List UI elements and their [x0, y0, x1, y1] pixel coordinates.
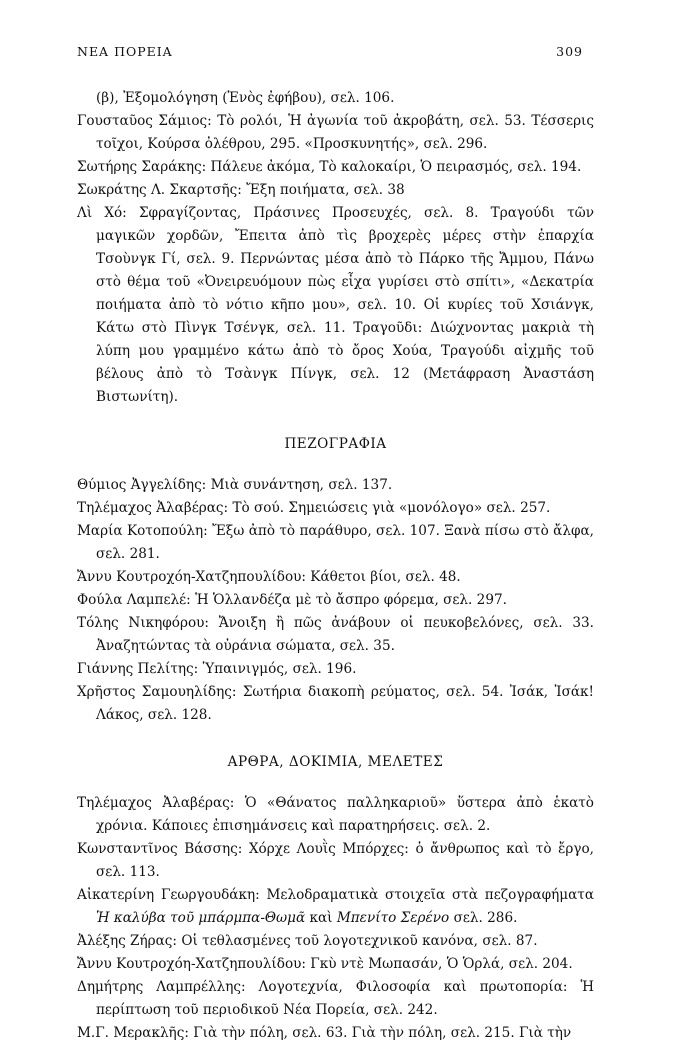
- poetry-entry: Γουσταῦος Σάμιος: Τὸ ρολόι, Ἡ ἀγωνία τοῦ ἀκροβάτη, σελ. 53. Τέσσερις τοῖχοι, Κούρσα ὀλέθρου, 295. «Προσκυνητής», σελ. 296.: [77, 113, 594, 152]
- poetry-entry: Σωτήρης Σαράκης: Πάλευε ἀκόμα, Τὸ καλοκαίρι, Ὁ πειρασμός, σελ. 194.: [77, 159, 582, 175]
- prose-entry: Θύμιος Ἀγγελίδης: Μιὰ συνάντηση, σελ. 137.: [77, 477, 393, 493]
- entry-text: σελ. 286.: [449, 910, 518, 926]
- article-entry: Τηλέμαχος Ἀλαβέρας: Ὁ «Θάνατος παλληκαριοῦ» ὕστερα ἀπὸ ἑκατὸ χρόνια. Κάποιες ἐπισημάνσεις καὶ παρατηρήσεις. σελ. 2.: [77, 795, 594, 834]
- article-entry: Ἄννυ Κουτροχόη-Χατζηπουλίδου: Γκὺ ντὲ Μωπασάν, Ὁ Ὁρλά, σελ. 204.: [77, 956, 573, 972]
- index-content: [77, 87, 594, 1045]
- prose-entry: Τόλης Νικηφόρου: Ἄνοιξη ἢ πῶς ἀνάβουν οἱ πευκοβελόνες, σελ. 33. Ἀναζητώντας τὰ οὐράνια σώματα, σελ. 35.: [77, 615, 594, 654]
- prose-entry: Γιάννης Πελίτης: Ὑπαινιγμός, σελ. 196.: [77, 661, 357, 677]
- prose-entry: Μαρία Κοτοπούλη: Ἔξω ἀπὸ τὸ παράθυρο, σελ. 107. Ξανὰ πίσω στὸ ἄλφα, σελ. 281.: [77, 523, 594, 562]
- journal-title: ΝΕΑ ΠΟΡΕΙΑ: [77, 44, 173, 59]
- article-entry-georgoudaki: [77, 884, 594, 930]
- prose-entry: Χρῆστος Σαμουηλίδης: Σωτήρια διακοπὴ ρεύματος, σελ. 54. Ἰσάκ, Ἰσάκ! Λάκος, σελ. 128.: [77, 684, 594, 723]
- article-entry: Μ.Γ. Μερακλῆς: Γιὰ τὴν πόλη, σελ. 63. Γιὰ τὴν πόλη, σελ. 215. Γιὰ τὴν: [77, 1025, 572, 1041]
- article-entry: Δημήτρης Λαμπρέλλης: Λογοτεχνία, Φιλοσοφία καὶ πρωτοπορία: Ἡ περίπτωση τοῦ περιοδικοῦ Νέα Πορεία, σελ. 242.: [77, 979, 594, 1018]
- article-entry: Κωνσταντῖνος Βάσσης: Χόρχε Λουῒς Μπόρχες: ὁ ἄνθρωπος καὶ τὸ ἔργο, σελ. 113.: [77, 841, 594, 880]
- entry-text: καὶ: [305, 910, 337, 926]
- work-title: Ἡ καλύβα τοῦ μπάρμπα-Θωμᾶ: [96, 910, 306, 926]
- article-entry: Ἀλέξης Ζήρας: Οἱ τεθλασμένες τοῦ λογοτεχνικοῦ κανόνα, σελ. 87.: [77, 933, 538, 949]
- prose-entry: Τηλέμαχος Ἀλαβέρας: Τὸ σού. Σημειώσεις γιὰ «μονόλογο» σελ. 257.: [77, 500, 551, 516]
- prose-entry: Ἄννυ Κουτροχόη-Χατζηπουλίδου: Κάθετοι βίοι, σελ. 48.: [77, 569, 461, 585]
- running-header: [77, 44, 583, 59]
- poetry-entry: (β), Ἐξομολόγηση (Ἑνὸς ἐφήβου), σελ. 106.: [96, 90, 395, 106]
- entry-text: Αἰκατερίνη Γεωργουδάκη: Μελοδραματικὰ στοιχεῖα στὰ πεζογραφήματα: [77, 887, 594, 903]
- section-heading-articles: ΑΡΘΡΑ, ΔΟΚΙΜΙΑ, ΜΕΛΕΤΕΣ: [227, 754, 444, 770]
- work-title: Μπενίτο Σερένο: [336, 910, 450, 926]
- section-heading-prose: ΠΕΖΟΓΡΑΦΙΑ: [284, 436, 387, 452]
- prose-entry: Φούλα Λαμπελέ: Ἡ Ὁλλανδέζα μὲ τὸ ἄσπρο φόρεμα, σελ. 297.: [77, 592, 507, 608]
- poetry-entry: Λὶ Χό: Σφραγίζοντας, Πράσινες Προσευχές, σελ. 8. Τραγούδι τῶν μαγικῶν χορδῶν, Ἔπειτα ἀπὸ τὶς βροχερὲς μέρες στὴν ἐπαρχία Τσοὺνγκ Γί, σελ. 9. Περνώντας μέσα ἀπὸ τὸ Πάρκο τῆς Ἄμμου, Πάνω στὸ θέμα τοῦ «Ὀνειρευόμουν πὼς εἶχα γυρίσει στὸ σπίτι», «Δεκατρία ποιήματα ἀπὸ τὸ νότιο κῆπο μου», σελ. 10. Οἱ κυρίες τοῦ Χσιάνγκ, Κάτω στὸ Πὶνγκ Τσένγκ, σελ. 11. Τραγοῦδι: Διώχνοντας μακριὰ τὴ λύπη μου γραμμένο κάτω ἀπὸ τὸ ὄρος Χούα, Τραγούδι αἰχμῆς τοῦ βέλους ἀπὸ τὸ Τσὰνγκ Πίνγκ, σελ. 12 (Μετάφραση Ἀναστάση Βιστωνίτη).: [77, 205, 594, 405]
- poetry-entry: Σωκράτης Λ. Σκαρτσῆς: Ἔξη ποιήματα, σελ. 38: [77, 182, 405, 198]
- page-number: 309: [556, 44, 583, 59]
